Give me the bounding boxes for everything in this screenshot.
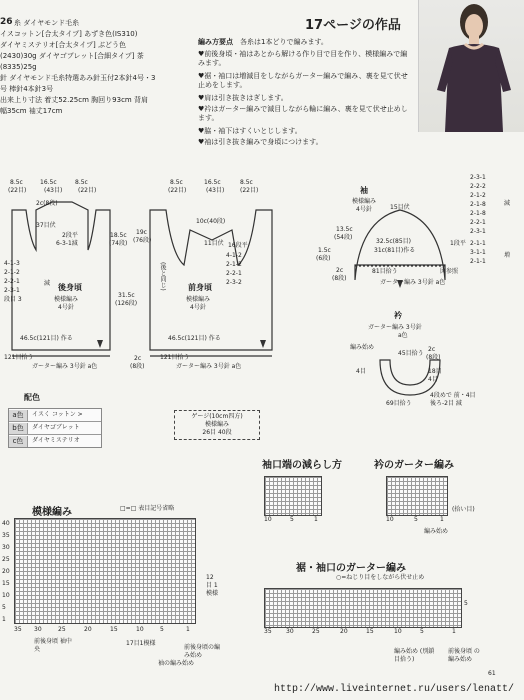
collar-rows-right: 4目 — [428, 376, 438, 383]
item-number: 26 — [0, 17, 13, 27]
back-pattern: 模様編み — [54, 296, 79, 303]
back-height-rows: (126段) — [115, 300, 138, 307]
collar-rows-left: 4目 — [356, 368, 366, 375]
back-top-count: (22目) — [78, 187, 97, 194]
back-shoulder: 6-3-1減 — [56, 240, 78, 247]
hem-x-tick: 30 — [286, 628, 294, 635]
hem-back-start-note: 前後身頃 の編み始め — [448, 648, 480, 663]
materials-line: イスコットン[合太タイプ] あずき色(IS310) — [0, 30, 138, 38]
collar-height-rows: (8段) — [426, 354, 441, 361]
color-row — [9, 435, 101, 447]
collar-chart-start: 編み始め — [424, 528, 449, 535]
collar-note: 4段めで 前・4目 後ろ-2目 減 — [430, 392, 476, 407]
pattern-y-tick: 10 — [2, 592, 10, 599]
sleeve-cuff-rows: (6段) — [316, 255, 331, 262]
sleeve-garter: ガーター編み 3号針 a色 — [380, 279, 446, 286]
pattern-x-tick: 20 — [84, 626, 92, 633]
collar-rows-right: 18目 — [428, 368, 442, 375]
front-pattern: 模様編み — [186, 296, 211, 303]
front-bottom-rows: (8段) — [130, 363, 145, 370]
front-decrease-row: 2-2-1 — [226, 270, 242, 277]
cuff-x-tick: 10 — [264, 516, 272, 523]
gauge-title: ゲージ(10cm四方) — [191, 413, 243, 420]
gauge-box — [174, 410, 260, 440]
pattern-y-tick: 1 — [2, 616, 6, 623]
front-width: 46.5c(121目) 作る — [168, 335, 221, 342]
back-height: 31.5c — [118, 292, 135, 299]
front-pickup: 121目拾う — [160, 354, 190, 361]
hem-x-tick: 10 — [394, 628, 402, 635]
sleeve-cuff-height: 1.5c — [318, 247, 331, 254]
pattern-y-tick: 15 — [2, 580, 10, 587]
sleeve-cap-row: 2-1-8 — [470, 201, 486, 208]
back-top-dim: 8.5c — [10, 179, 23, 186]
collar-garter-chart — [386, 476, 448, 516]
collar-side-note: (拾い目) — [452, 506, 475, 513]
materials-line: 出来上り寸法 着丈52.25cm 胸回り93cm 背肩 — [0, 96, 148, 104]
back-armhole-rows: (74段) — [109, 240, 128, 247]
cuff-decrease-chart — [264, 476, 322, 516]
color-row — [9, 409, 101, 422]
collar-garter: ガーター編み 3号針 — [368, 324, 422, 331]
front-rows-label: 16段平 — [228, 242, 248, 249]
sleeve-height-rows: (54段) — [334, 234, 353, 241]
sleeve-lower-row: 2-1-1 — [470, 240, 486, 247]
instructions-intro: 各糸は1本どりで編みます。 — [240, 38, 328, 46]
front-decrease-row: 2-3-2 — [226, 279, 242, 286]
back-needle: 4号針 — [58, 304, 74, 311]
pattern-legend: □=□ 表目記号省略 — [120, 505, 175, 512]
pattern-y-tick: 35 — [2, 532, 10, 539]
back-decrease-row: 2-2-1 — [4, 278, 20, 285]
sleeve-cap-row: 2-3-1 — [470, 228, 486, 235]
pattern-y-tick: 30 — [2, 544, 10, 551]
pattern-title: 模様編み — [32, 507, 72, 518]
front-decrease-row: 4-1-2 — [226, 252, 242, 259]
back-decrease-row: 4-1-3 — [4, 260, 20, 267]
hem-y-tick: 5 — [464, 600, 468, 607]
collar-label: 衿 — [394, 311, 402, 320]
color-key: b色 — [9, 423, 28, 434]
hem-x-tick: 5 — [420, 628, 424, 635]
back-garter: ガーター編み 3号針 a色 — [32, 363, 98, 370]
back-cast-off: 37目伏 — [36, 222, 56, 229]
sleeve-bottom-rows: (8段) — [332, 275, 347, 282]
instruction-line: ♥前後身頃・袖はあとから解ける作り目で目を作り、模様編みで編みます。 — [198, 50, 408, 67]
sleeve-pattern: 模様編み — [352, 198, 377, 205]
materials-line: 針 ダイヤモンド毛糸特選あみ針玉付2本針4号・3 — [0, 74, 156, 82]
back-top-dim: 16.5c — [40, 179, 57, 186]
color-name: イスく コットン > — [32, 411, 83, 418]
pattern-x-tick: 30 — [34, 626, 42, 633]
back-decrease-row: 段目 3 — [4, 296, 22, 303]
sleeve-lower-row: 2-1-1 — [470, 258, 486, 265]
pattern-center-note: 前後身頃 袖中央 — [34, 638, 72, 653]
pattern-y-tick: 20 — [2, 568, 10, 575]
hem-x-tick: 20 — [340, 628, 348, 635]
front-needle: 4号針 — [190, 304, 206, 311]
pattern-x-tick: 15 — [110, 626, 118, 633]
page-number: 61 — [488, 670, 496, 677]
sleeve-needle: 4号針 — [356, 206, 372, 213]
collar-x-tick: 5 — [414, 516, 418, 523]
sleeve-label: 袖 — [360, 186, 368, 195]
source-url: http://www.liveinternet.ru/users/lenatt/ — [274, 684, 515, 695]
collar-start: 編み始め — [350, 344, 375, 351]
pattern-y-tick: 40 — [2, 520, 10, 527]
model-figure-icon — [419, 0, 524, 132]
hem-x-tick: 35 — [264, 628, 272, 635]
sleeve-pickup: 81目拾う — [372, 268, 398, 275]
color-row — [9, 422, 101, 435]
color-key: a色 — [9, 410, 28, 421]
back-width: 46.5c(121目) 作る — [20, 335, 73, 342]
back-neck: 2c(8段) — [36, 200, 58, 207]
gauge-pattern: 模様編み — [204, 421, 229, 428]
back-armhole-2: 19c — [136, 229, 147, 236]
pattern-x-tick: 25 — [58, 626, 66, 633]
back-body-outline — [12, 202, 110, 350]
back-rows: 2段平 — [62, 232, 78, 239]
page-title: 17ページの作品 — [305, 18, 401, 33]
sleeve-top-cast: 15目伏 — [390, 204, 410, 211]
front-top-dim: 8.5c — [240, 179, 253, 186]
collar-x-tick: 1 — [440, 516, 444, 523]
front-top-count: (22目) — [168, 187, 187, 194]
instruction-line: ♥脇・袖下はすくいとじします。 — [198, 127, 302, 135]
hem-x-tick: 1 — [452, 628, 456, 635]
collar-x-tick: 10 — [386, 516, 394, 523]
instruction-line: ♥肩は引き抜きはぎします。 — [198, 94, 288, 102]
collar-height: 2c — [428, 346, 436, 353]
sleeve-start-note: 袖の編み始め — [158, 660, 195, 667]
front-top-dim: 16.5c — [204, 179, 221, 186]
sleeve-width-top: 32.5c(85目) — [376, 238, 411, 245]
back-body-label: 後身頃 — [58, 283, 82, 292]
front-back-start-note: 前後身頃の編み始め — [184, 644, 221, 659]
colors-heading: 配色 — [24, 393, 40, 402]
collar-garter-title: 衿のガーター編み — [374, 460, 454, 471]
color-table — [8, 408, 102, 448]
collar-pickup-bottom: 69目拾う — [386, 400, 412, 407]
cuff-x-tick: 5 — [290, 516, 294, 523]
hem-title: 裾・袖口のガーター編み — [296, 563, 406, 574]
instruction-line: ♥衿はガーター編みで減目しながら輪に編み、裏を見て伏せ止めします。 — [198, 105, 408, 122]
pattern-x-tick: 5 — [160, 626, 164, 633]
hem-x-tick: 15 — [366, 628, 374, 635]
front-side-note: (後と同じ) — [159, 262, 166, 291]
materials-line: 号 棒針4本針3号 — [0, 85, 54, 93]
sleeve-side-label: 減 — [504, 200, 511, 207]
color-name: ダイヤゴブレット — [32, 424, 80, 431]
sleeve-bottom-height: 2c — [336, 267, 344, 274]
instruction-line: ♥裾・袖口は増減目をしながらガーター編みで編み、裏を見て伏せ止めをします。 — [198, 72, 408, 89]
hem-chart — [264, 588, 462, 628]
back-decrease-row: 2-3-1 — [4, 287, 20, 294]
collar-pickup-top: 45目拾う — [398, 350, 424, 357]
sleeve-cap-row: 2-2-2 — [470, 183, 486, 190]
front-top-count: (43目) — [206, 187, 225, 194]
sleeve-increase-note: 1段平 — [450, 240, 466, 247]
color-name: ダイヤミステリオ — [32, 437, 80, 444]
front-neck: 10c(40段) — [196, 218, 226, 225]
pattern-y-tick: 25 — [2, 556, 10, 563]
back-top-count: (43目) — [44, 187, 63, 194]
back-top-count: (22目) — [8, 187, 27, 194]
hem-legend: ○=ねじり目をしながら伏せ止め — [336, 574, 425, 581]
back-armhole-2-rows: (76段) — [133, 237, 152, 244]
sleeve-side-label: 増 — [504, 252, 511, 259]
sleeve-cap-row: 2-3-1 — [470, 174, 486, 181]
pattern-repeat-note: 12目 1模様 — [206, 574, 219, 597]
front-top-count: (22目) — [240, 187, 259, 194]
instructions-heading: 編み方要点 — [198, 38, 233, 46]
sleeve-ref: 図参照 — [440, 268, 459, 275]
instruction-line: ♥袖は引き抜き編みで身頃につけます。 — [198, 138, 323, 146]
front-bottom-height: 2c — [134, 355, 142, 362]
collar-color: a色 — [398, 332, 408, 339]
materials-line: (8335)25g — [0, 63, 37, 71]
sleeve-lower-row: 3-1-1 — [470, 249, 486, 256]
front-body-outline — [150, 210, 272, 350]
front-center-cast: 11目伏 — [204, 240, 224, 247]
sleeve-cap-row: 2-1-2 — [470, 192, 486, 199]
model-photo — [418, 0, 524, 132]
cuff-decrease-title: 袖口端の減らし方 — [262, 460, 342, 471]
hem-x-tick: 25 — [312, 628, 320, 635]
sleeve-width-mid: 31c(81目)作る — [374, 247, 416, 254]
sleeve-cap-row: 2-2-1 — [470, 219, 486, 226]
materials-line: ダイヤミステリオ[合太タイプ] ぶどう色 — [0, 41, 126, 49]
back-pickup: 121目拾う — [4, 354, 34, 361]
gauge-values: 26目 40段 — [202, 429, 232, 436]
back-decrease-row: 2-1-2 — [4, 269, 20, 276]
sleeve-height: 13.5c — [336, 226, 353, 233]
pattern-y-tick: 5 — [2, 604, 6, 611]
pattern-bottom-label: 17目1模様 — [126, 640, 156, 647]
front-garter: ガーター編み 3号針 a色 — [176, 363, 242, 370]
color-key: c色 — [9, 436, 28, 447]
materials-line: 糸 ダイヤモンド毛糸 — [14, 19, 80, 27]
materials-line: (2430)30g ダイヤゴブレット[合細タイプ] 茶 — [0, 52, 144, 60]
back-armhole: 18.5c — [110, 232, 127, 239]
materials-line: 幅35cm 袖丈17cm — [0, 107, 63, 115]
front-decrease-row: 2-1-2 — [226, 261, 242, 268]
pattern-x-tick: 1 — [186, 626, 190, 633]
sleeve-cap-row: 2-1-8 — [470, 210, 486, 217]
pattern-chart — [14, 518, 196, 624]
cuff-x-tick: 1 — [314, 516, 318, 523]
pattern-x-tick: 35 — [14, 626, 22, 633]
front-body-label: 前身頃 — [188, 283, 212, 292]
pattern-x-tick: 10 — [136, 626, 144, 633]
back-side-label: 減 — [44, 280, 51, 287]
front-top-dim: 8.5c — [170, 179, 183, 186]
back-top-dim: 8.5c — [75, 179, 88, 186]
hem-start-note: 編み始め (別鎖目拾う) — [394, 648, 435, 663]
